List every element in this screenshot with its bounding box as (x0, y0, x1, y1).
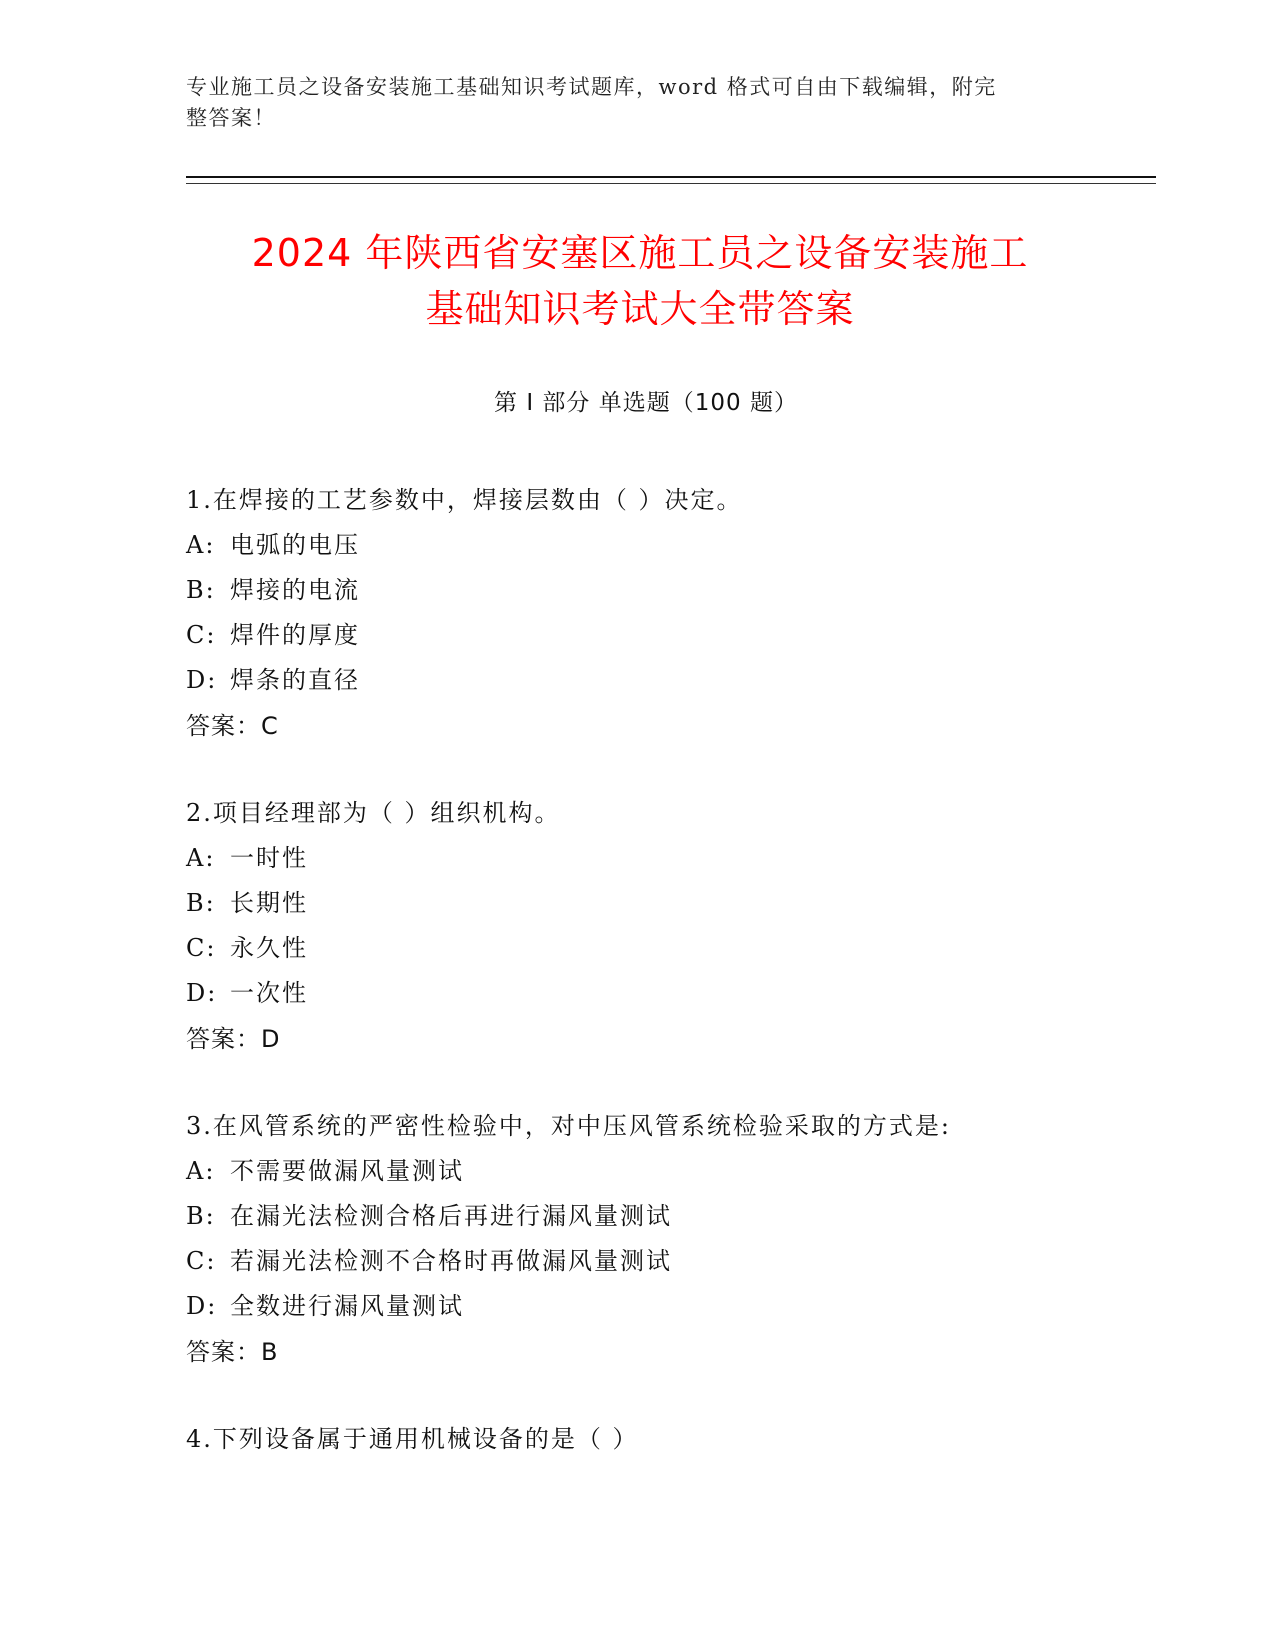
option-text: 焊接的电流 (230, 576, 360, 604)
option-d (186, 658, 1116, 703)
header-divider-thin (186, 183, 1156, 184)
header-note-line-2: 整答案！ (186, 106, 276, 130)
option-letter: D: (186, 1292, 218, 1320)
option-text: 全数进行漏风量测试 (230, 1292, 464, 1320)
option-letter: A: (186, 1157, 216, 1185)
document-title-line-2: 基础知识考试大全带答案 (425, 287, 855, 331)
option-text: 一次性 (230, 979, 308, 1007)
question-4 (186, 1417, 1116, 1462)
option-b (186, 1194, 1116, 1239)
question-list (186, 478, 1116, 1504)
option-letter: D: (186, 666, 218, 694)
option-text: 若漏光法检测不合格时再做漏风量测试 (230, 1247, 672, 1275)
header-note (186, 72, 1076, 134)
option-d (186, 1284, 1116, 1329)
option-letter: A: (186, 844, 216, 872)
option-text: 电弧的电压 (230, 531, 360, 559)
question-stem: 4.下列设备属于通用机械设备的是（ ） (186, 1425, 639, 1453)
option-letter: B: (186, 1202, 216, 1230)
answer-line: 答案：D (186, 1025, 281, 1053)
question-stem: 2.项目经理部为（ ）组织机构。 (186, 799, 561, 827)
question-stem: 3.在风管系统的严密性检验中，对中压风管系统检验采取的方式是: (186, 1112, 951, 1140)
option-c (186, 613, 1116, 658)
question-2 (186, 791, 1116, 1062)
option-b (186, 881, 1116, 926)
header-note-line-1: 专业施工员之设备安装施工基础知识考试题库，word 格式可自由下载编辑，附完 (186, 75, 997, 99)
option-a (186, 523, 1116, 568)
option-letter: C: (186, 621, 217, 649)
option-c (186, 926, 1116, 971)
header-divider-thick (186, 176, 1156, 178)
option-text: 长期性 (230, 889, 308, 917)
option-text: 一时性 (230, 844, 308, 872)
option-letter: B: (186, 889, 216, 917)
document-title (180, 225, 1100, 337)
option-letter: B: (186, 576, 216, 604)
answer-line: 答案：C (186, 712, 279, 740)
option-letter: C: (186, 934, 217, 962)
document-title-line-1: 2024 年陕西省安塞区施工员之设备安装施工 (251, 231, 1029, 275)
option-letter: A: (186, 531, 216, 559)
option-b (186, 568, 1116, 613)
question-3 (186, 1104, 1116, 1375)
option-letter: D: (186, 979, 218, 1007)
section-heading: 第 I 部分 单选题（100 题） (494, 390, 798, 416)
answer-line: 答案：B (186, 1338, 279, 1366)
option-a (186, 836, 1116, 881)
option-c (186, 1239, 1116, 1284)
option-text: 焊条的直径 (230, 666, 360, 694)
option-d (186, 971, 1116, 1016)
question-1 (186, 478, 1116, 749)
question-stem: 1.在焊接的工艺参数中，焊接层数由（ ）决定。 (186, 486, 743, 514)
option-text: 不需要做漏风量测试 (230, 1157, 464, 1185)
option-text: 焊件的厚度 (230, 621, 360, 649)
option-a (186, 1149, 1116, 1194)
option-text: 在漏光法检测合格后再进行漏风量测试 (230, 1202, 672, 1230)
option-text: 永久性 (230, 934, 308, 962)
option-letter: C: (186, 1247, 217, 1275)
